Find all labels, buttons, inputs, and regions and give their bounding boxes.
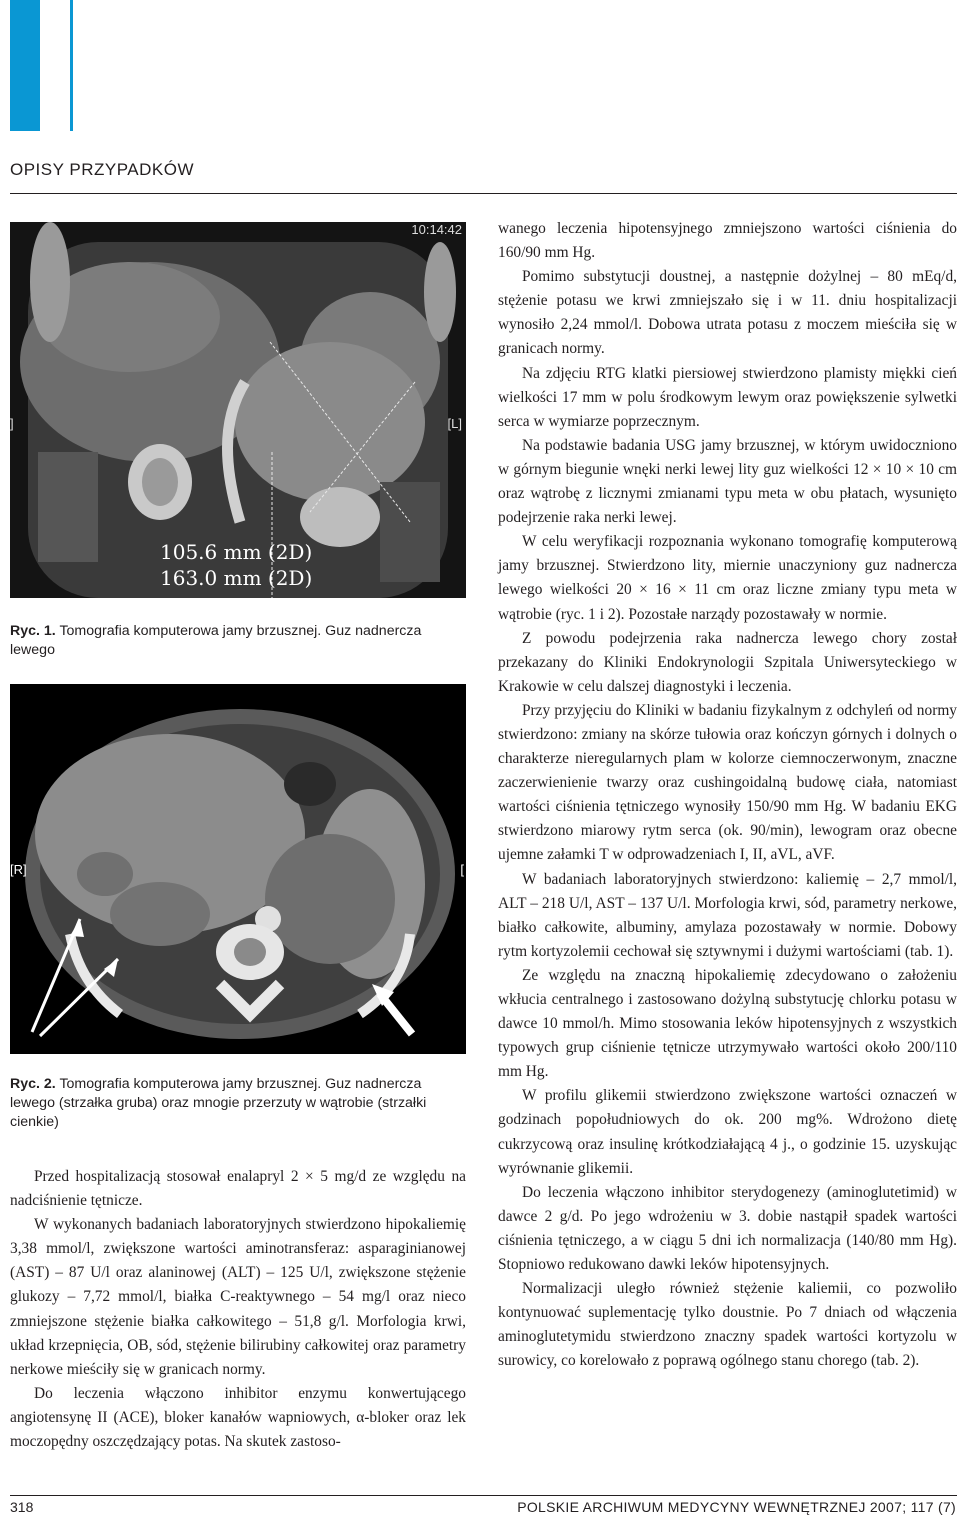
header-divider xyxy=(10,193,957,194)
right-paragraph-8: W badaniach laboratoryjnych stwierdzono: kaliemię – 2,7 mmol/l, ALT – 218 U/l, AST – 137 U/l. Morfologia krwi, sód, parametry nerkowe, białko całkowite, albuminy, amylaza pozostawały w normie. Dobowy rytm kortyzolemii cechował się sztywnymi i dużymi wartościami (tab. 1). xyxy=(498,870,957,960)
footer-divider xyxy=(10,1495,957,1496)
ct-timecode: 10:14:42 xyxy=(411,222,462,237)
right-paragraph-5: W celu weryfikacji rozpoznania wykonano tomografię komputerową jamy brzusznej. Stwierdzono lity, miernie unaczyniony guz nadnercza lewego wielkości 20 × 16 × 11 cm oraz liczne zmiany typu meta w wątrobie (ryc. 1 i 2). Pozostałe narządy pozostawały w normie. xyxy=(498,533,957,623)
figure-2-ct-axial xyxy=(10,684,466,1054)
figure-1-caption-text: Tomografia komputerowa jamy brzusznej. Guz nadnercza lewego xyxy=(10,623,422,658)
right-paragraph-10: W profilu glikemii stwierdzono zwiększone wartości oznaczeń w godzinach popołudniowych do ok. 200 mg%. Wdrożono dietę cukrzycową oraz insulinę krótkodziałającą 4 j., o godzinie 15. uzyskując wyrównanie glikemii. xyxy=(498,1087,957,1177)
ct-side-marker-right: [L] xyxy=(447,416,462,431)
figure-2-caption-label: Ryc. 2. xyxy=(10,1076,56,1092)
ct-measurement-2: 163.0 mm (2D) xyxy=(160,566,313,590)
journal-name: POLSKIE ARCHIWUM MEDYCYNY WEWNĘTRZNEJ 2007; 117 (7) xyxy=(517,1499,956,1515)
left-column-text xyxy=(10,1165,466,1454)
figure-2-caption xyxy=(10,1075,466,1132)
right-paragraph-2: Pomimo substytucji doustnej, a następnie dożylnej – 80 mEq/d, stężenie potasu we krwi zmniejszało się i w 11. dniu hospitalizacji wynosiło 2,24 mmol/l. Dobowa utrata potasu z moczem mieściła się w granicach normy. xyxy=(498,268,957,358)
right-paragraph-3: Na zdjęciu RTG klatki piersiowej stwierdzono plamisty miękki cień wielkości 17 mm w polu środkowym lewym oraz powiększenie sylwetki serca w wymiarze poprzecznym. xyxy=(498,364,957,430)
section-header: OPISY PRZYPADKÓW xyxy=(10,160,195,179)
left-paragraph-1: Przed hospitalizacją stosował enalapryl 2 × 5 mg/d ze względu na nadciśnienie tętnicze. xyxy=(10,1168,466,1210)
ct-side-marker-left-bracket: [ xyxy=(460,862,464,877)
figure-2-caption-text: Tomografia komputerowa jamy brzusznej. Guz nadnercza lewego (strzałka gruba) oraz mnogie przerzuty w wątrobie (strzałki cienkie) xyxy=(10,1076,427,1130)
figure-1-caption xyxy=(10,622,466,660)
figure-1-ct-coronal xyxy=(10,222,466,598)
left-paragraph-2: W wykonanych badaniach laboratoryjnych stwierdzono hipokaliemię 3,38 mmol/l, zwiększone wartości aminotransferaz: asparaginianowej (AST) – 87 U/l oraz alaninowej (ALT) – 125 U/l, zwiększone stężenie glukozy – 7,72 mmol/l, białka C-reaktywnego – 54 mg/l oraz nieco zmniejszone stężenie białka całkowitego – 51,8 g/l. Morfologia krwi, układ krzepnięcia, OB, sód, stężenie bilirubiny całkowitej oraz parametry nerkowe mieściły się w granicach normy. xyxy=(10,1216,466,1378)
right-paragraph-4: Na podstawie badania USG jamy brzusznej, w którym uwidoczniono w górnym biegunie wnęki nerki lewej lity guz wielkości 12 × 10 × 10 cm oraz wątrobę z licznymi zmianami typu meta w obu płatach, wysunięto podejrzenie raka nerki lewej. xyxy=(498,436,957,527)
right-paragraph-12: Normalizacji uległo również stężenie kaliemii, co pozwoliło kontynuować suplementację tylko doustnie. Po 7 dniach od włączenia aminoglutetymidu stwierdzono znaczny spadek wartości kortyzolu w surowicy, co korelowało z poprawą ogólnego stanu chorego (tab. 2). xyxy=(498,1280,957,1370)
page-number: 318 xyxy=(10,1499,34,1515)
right-paragraph-6: Z powodu podejrzenia raka nadnercza lewego chory został przekazany do Kliniki Endokrynologii Szpitala Uniwersyteckiego w Krakowie w celu dalszej diagnostyki i leczenia. xyxy=(498,629,957,695)
accent-line xyxy=(70,0,73,131)
right-paragraph-9: Ze względu na znaczną hipokaliemię zdecydowano o założeniu wkłucia centralnego i zastosowano dożylną substytucję chlorku potasu w dawce 10 mmol/h. Mimo stosowania leków hipotensyjnych z wszystkich typowych grup ciśnienie tętnicze utrzymywało wartości około 200/110 mm Hg. xyxy=(498,966,957,1081)
right-paragraph-11: Do leczenia włączono inhibitor sterydogenezy (aminoglutetimid) w dawce 2 g/d. Po jego wdrożeniu w 3. dobie nastąpił spadek wartości ciśnienia tętniczego, a w ciągu 5 dni ich normalizacja (140/80 mm Hg). Stopniowo redukowano dawki leków hipotensyjnych. xyxy=(498,1183,957,1274)
ct-side-marker-right-r: [R] xyxy=(10,862,27,877)
ct-axial-image xyxy=(10,684,466,1054)
ct-measurement-1: 105.6 mm (2D) xyxy=(160,540,313,564)
right-paragraph-7: Przy przyjęciu do Kliniki w badaniu fizykalnym z odchyleń od normy stwierdzono: zmiany na skórze tułowia oraz kończyn górnych i dolnych o charakterze nieregularnych plam w kolorze ciemnoczerwonym, znaczne zaczerwienienie twarzy oraz cushingoidalną budowę ciała, natomiast wartości ciśnienia tętniczego wynosiły 150/90 mm Hg. W badaniu EKG stwierdzono miarowy rytm serca (ok. 90/min), lewogram oraz obecne ujemne załamki T w odprowadzeniach I, II, aVL, aVF. xyxy=(498,701,957,864)
right-column-text xyxy=(498,217,957,1374)
accent-tab-bar xyxy=(10,0,40,131)
right-paragraph-1: wanego leczenia hipotensyjnego zmniejszono wartości ciśnienia do 160/90 mm Hg. xyxy=(498,220,957,262)
figure-1-caption-label: Ryc. 1. xyxy=(10,623,56,639)
ct-side-marker-left: ] xyxy=(10,416,14,431)
left-paragraph-3: Do leczenia włączono inhibitor enzymu konwertującego angiotensynę II (ACE), bloker kanałów wapniowych, α-bloker oraz lek moczopędny oszczędzający potas. Na skutek zastoso- xyxy=(10,1384,466,1451)
